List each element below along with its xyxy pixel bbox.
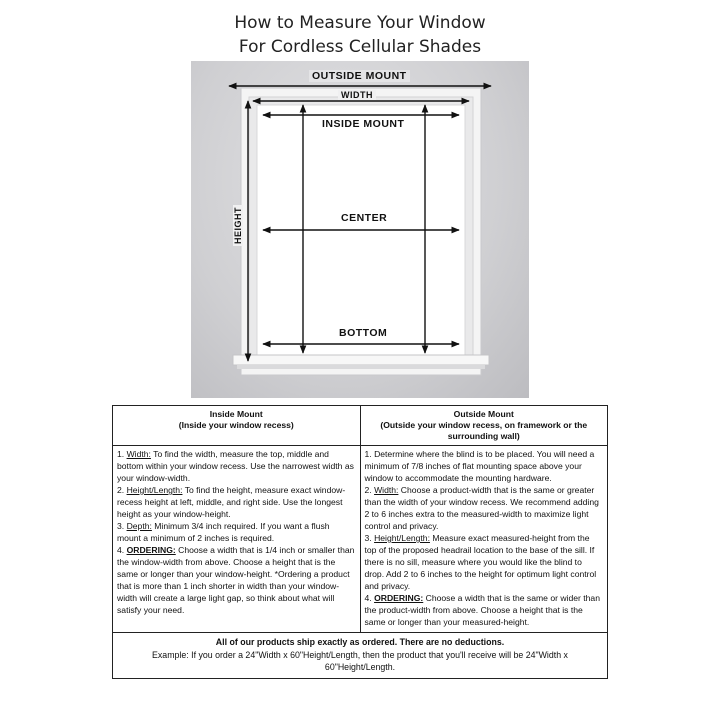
outside-step-1: 1. Determine where the blind is to be placed. You will need a minimum of 7/8 inches of flat mounting space above your window to accommodate the mounting hardware. <box>364 449 595 483</box>
outside-step-3: 3. Height/Length: Measure exact measured-height from the top of the proposed headrail location to the base of the sill. If there is no sill, measure where you would like the blind to drop. Add 2 to 6 inches to the height for optimum light control and privacy. <box>364 533 597 591</box>
outside-step-4: 4. ORDERING: Choose a width that is the same or wider than the product-width from above. Choose a height that is the same or longer than your measured-height. <box>364 593 600 627</box>
outside-mount-steps <box>360 446 608 633</box>
example-note: Example: If you order a 24"Width x 60"Height/Length, then the product that you'll receive will be 24"Width x 60"Height/Length. <box>152 649 568 672</box>
label-center: CENTER <box>338 212 390 224</box>
inside-step-3: 3. Depth: Minimum 3/4 inch required. If you want a flush mount a minimum of 2 inches is required. <box>117 521 330 543</box>
window-diagram <box>191 61 529 398</box>
measure-instructions-table <box>112 405 608 679</box>
label-width: WIDTH <box>338 90 376 100</box>
page-title: How to Measure Your Window <box>234 13 486 33</box>
inside-step-4: 4. ORDERING: Choose a width that is 1/4 inch or smaller than the window-width from above. Choose a height that is the same or longer than your window-height. *Ordering a product that is more than 1 inch shorter in width than your window-width will create a large light gap, so think about what will satisfy your need. <box>117 545 355 615</box>
outside-step-2: 2. Width: Choose a product-width that is the same or greater than the width of your window recess. We recommend adding 2 to 6 inches extra to the measured-width to maximize light control and privacy. <box>364 485 599 531</box>
outside-mount-header: Outside Mount (Outside your window recess, on framework or the surrounding wall) <box>360 406 608 446</box>
inside-mount-steps <box>113 446 361 633</box>
label-height: HEIGHT <box>233 206 243 244</box>
no-deductions-note: All of our products ship exactly as ordered. There are no deductions. <box>215 637 505 647</box>
inside-step-1: 1. Width: To find the width, measure the top, middle and bottom within your window recess. Use the narrowest width as your window-width. <box>117 449 354 483</box>
label-bottom: BOTTOM <box>336 327 390 339</box>
page-subtitle: For Cordless Cellular Shades <box>238 37 482 57</box>
window-sill <box>233 355 489 365</box>
label-outside-mount: OUTSIDE MOUNT <box>309 70 410 82</box>
label-inside-mount: INSIDE MOUNT <box>319 118 407 130</box>
shipping-note <box>113 633 608 679</box>
inside-step-2: 2. Height/Length: To find the height, measure exact window-recess height at left, middle, and right side. Use the longest height as your window-height. <box>117 485 346 519</box>
inside-mount-header: Inside Mount (Inside your window recess) <box>113 406 361 446</box>
